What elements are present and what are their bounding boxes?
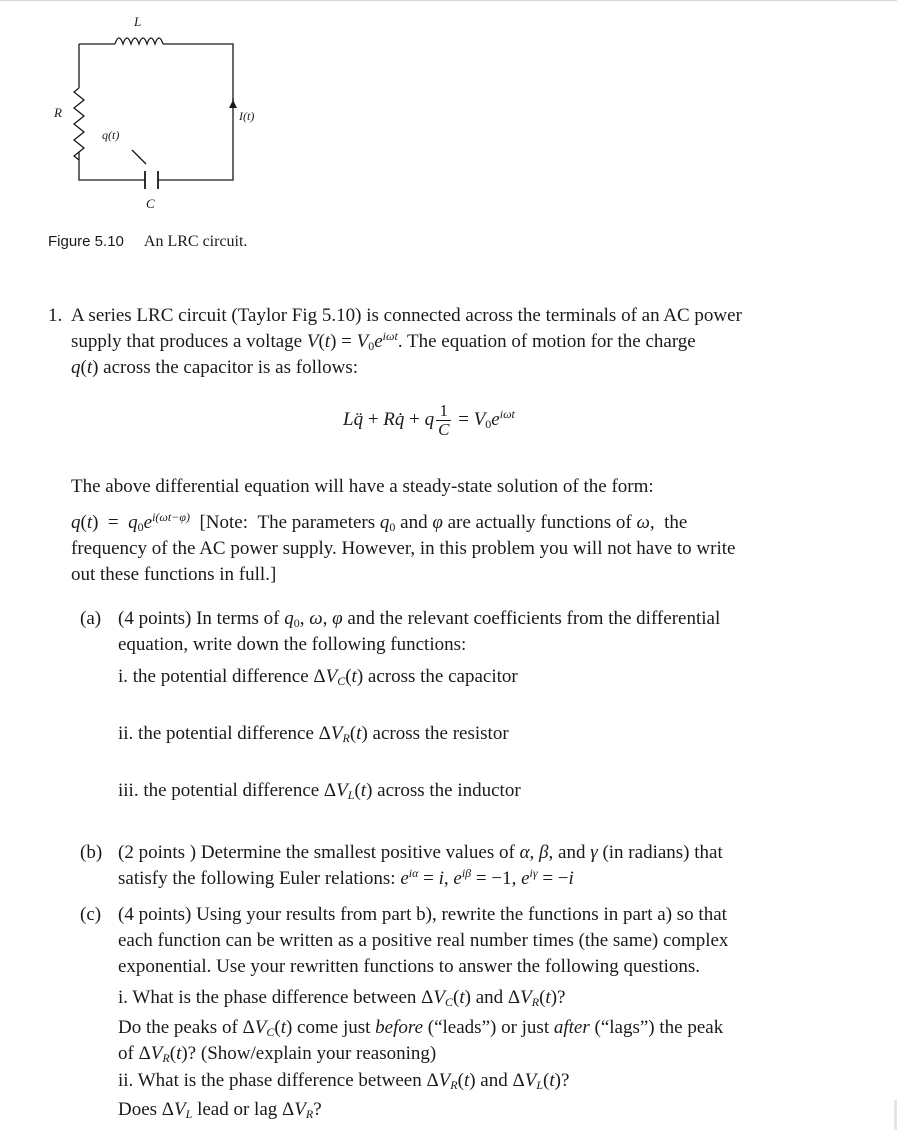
figure-caption	[48, 233, 247, 251]
part-c-line-1: (4 points) Using your results from part b), rewrite the functions in part a) so that	[118, 904, 727, 925]
charge-label: q(t)	[102, 128, 120, 142]
problem-intro-line-3: q(t) across the capacitor is as follows:	[71, 357, 359, 378]
steady-state-line-4: out these functions in full.]	[71, 564, 277, 585]
part-c-line-2: each function can be written as a positive real number times (the same) complex	[118, 930, 729, 951]
part-c-question-i-followup-2: of $\Delta V_R(t)$? (Show/explain your reasoning)	[118, 1043, 437, 1065]
part-c-label: (c)	[80, 904, 102, 925]
part-b-line-2: satisfy the following Euler relations: $e^{i\alpha} = i$, $e^{i\beta} = -1$, $e^{i\gamma} = -i$	[118, 866, 574, 889]
part-a-item-ii: ii. the potential difference $\Delta V_R(t)$ across the resistor	[118, 723, 509, 745]
current-arrow-icon	[229, 100, 237, 108]
circuit-wire-right	[158, 44, 233, 180]
part-a-line-2: equation, write down the following functions:	[118, 634, 467, 655]
one-over-c-fraction: $\frac{1}{C}$	[438, 401, 450, 440]
part-b-line-1: (2 points ) Determine the smallest positive values of α, β, and γ (in radians) that	[118, 842, 723, 863]
part-c-line-3: exponential. Use your rewritten functions to answer the following questions.	[118, 956, 701, 977]
part-b-label: (b)	[80, 842, 103, 863]
charge-pointer-line	[132, 150, 146, 164]
steady-state-line-1: The above differential equation will have a steady-state solution of the form:	[71, 476, 654, 497]
part-c-question-i-followup-1: Do the peaks of $\Delta V_C(t)$ come just before (“leads”) or just after (“lags”) the peak	[118, 1017, 724, 1039]
part-c-question-i: i. What is the phase difference between $\Delta V_C(t)$ and $\Delta V_R(t)$?	[118, 987, 566, 1009]
inductor-label: L	[134, 14, 142, 29]
part-c-question-ii-followup: Does $\Delta V_L$ lead or lag $\Delta V_R$?	[118, 1099, 322, 1121]
figure-caption-number: Figure 5.10	[48, 233, 124, 250]
part-a-label: (a)	[80, 608, 102, 629]
inductor-coil	[115, 38, 163, 44]
part-a-item-iii: iii. the potential difference $\Delta V_L(t)$ across the inductor	[118, 780, 521, 802]
problem-number: 1.	[48, 305, 63, 326]
capacitor-label: C	[146, 196, 155, 211]
part-c-question-ii: ii. What is the phase difference between $\Delta V_R(t)$ and $\Delta V_L(t)$?	[118, 1070, 570, 1092]
steady-state-line-2: $q(t) = q_0e^{i(\omega t-\varphi)}$ [Note: The parameters $q_0$ and φ are actually functions of ω, the	[71, 510, 688, 534]
resistor-label: R	[54, 105, 62, 120]
top-border	[0, 0, 897, 1]
equation-of-motion: Lq̈ + Rq̇ + q $\frac{1}{C}$ = $V_0e^{i\omega t}$	[343, 401, 515, 440]
steady-state-line-3: frequency of the AC power supply. However, in this problem you will not have to write	[71, 538, 736, 559]
current-label: I(t)	[239, 109, 255, 123]
problem-intro-line-2: supply that produces a voltage $V(t) = V_0e^{i\omega t}$. The equation of motion for the charge	[71, 329, 696, 353]
figure-caption-text: An LRC circuit.	[143, 233, 248, 250]
part-a-item-i: i. the potential difference $\Delta V_C(t)$ across the capacitor	[118, 666, 518, 688]
problem-intro-line-1: A series LRC circuit (Taylor Fig 5.10) is connected across the terminals of an AC power	[71, 305, 742, 326]
resistor-zigzag	[74, 88, 84, 160]
part-a-line-1: (4 points) In terms of $q_0$, ω, φ and the relevant coefficients from the differential	[118, 608, 721, 630]
lrc-circuit-diagram	[40, 10, 280, 215]
circuit-wire-left-lower	[79, 152, 145, 180]
